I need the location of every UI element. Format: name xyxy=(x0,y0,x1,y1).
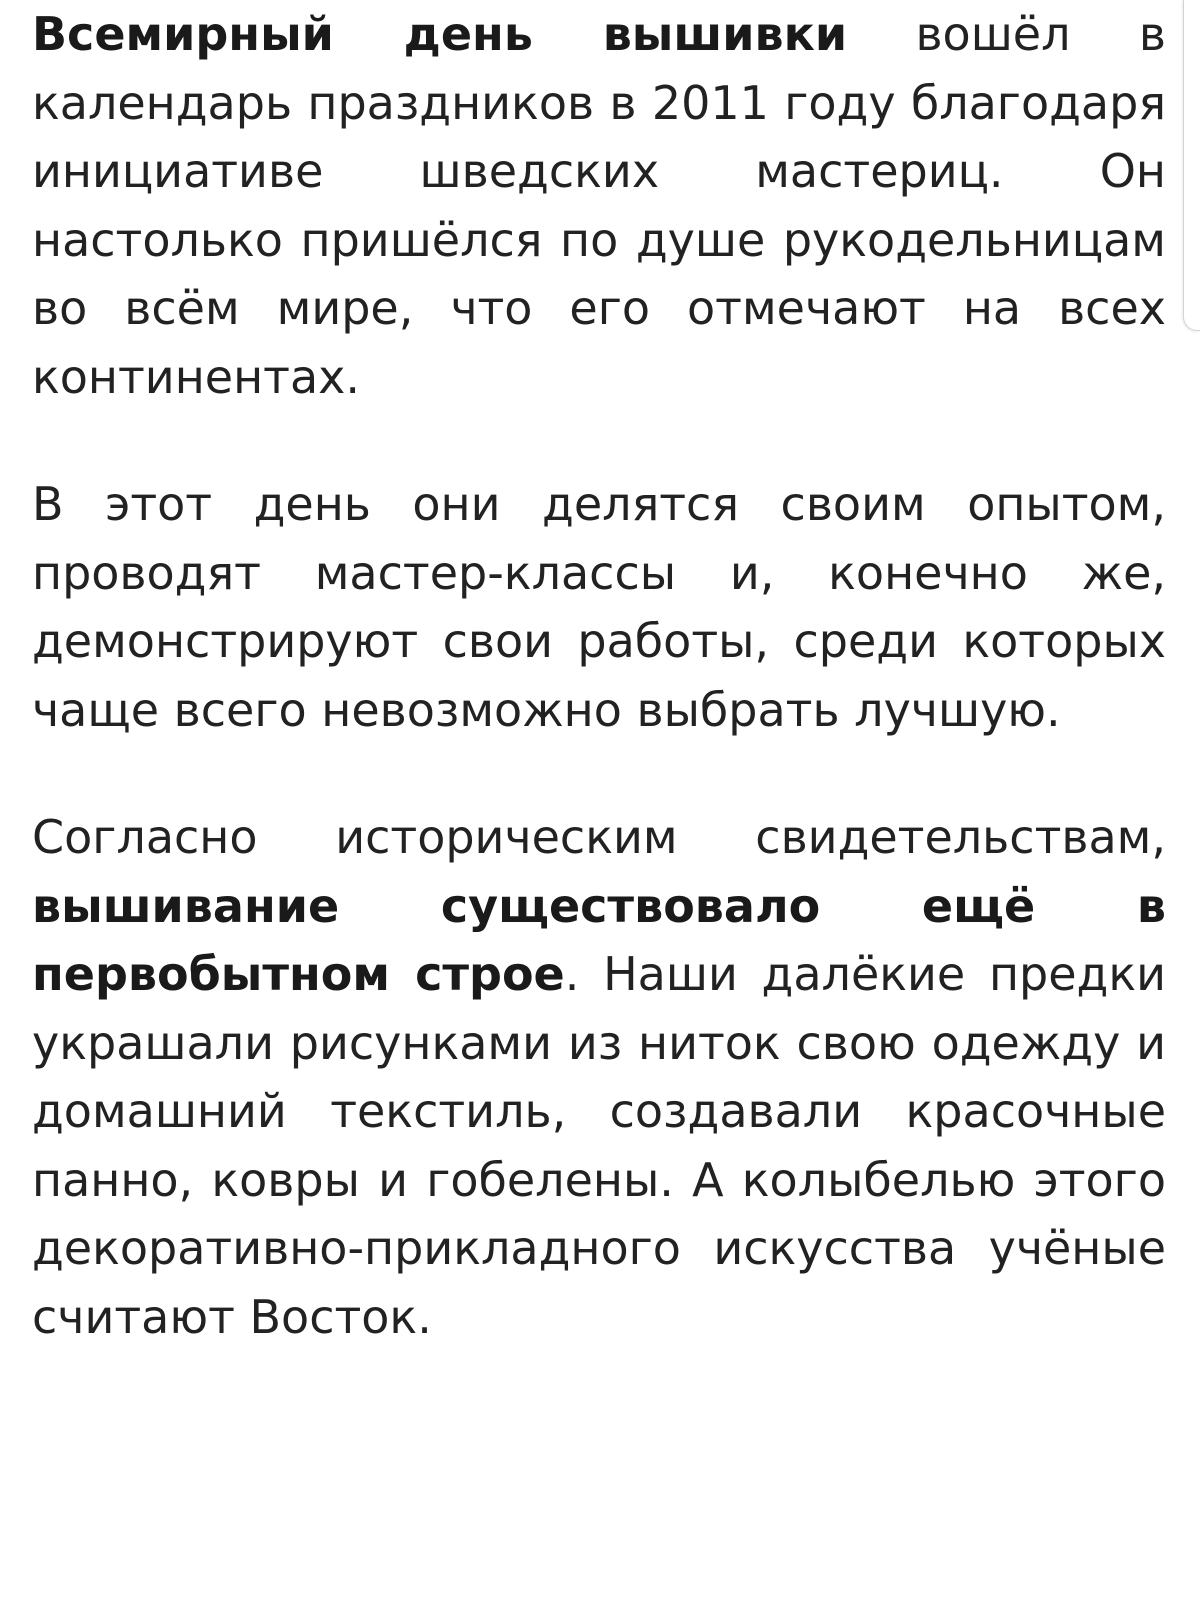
bold-phrase: вышивание существовало ещё в первобытном строе xyxy=(32,878,1166,1001)
paragraph-2 xyxy=(32,470,1166,744)
text-run: вошёл в календарь праздников в 2011 году благодаря инициативе шведских мастериц. Он настолько пришёлся по душе рукодельницам во всём мире, что его отмечают на всех континентах. xyxy=(32,7,1166,404)
text-run: . Наши далёкие предки украшали рисунками из ниток свою одежду и домашний текстиль, создавали красочные панно, ковры и гобелены. А колыбелью этого декоративно-прикладного искусства учёные считают Восток. xyxy=(32,947,1166,1344)
text-run: Согласно историческим свидетельствам, xyxy=(32,810,1166,864)
paragraph-3 xyxy=(32,803,1166,1351)
bold-phrase: Всемирный день вышивки xyxy=(32,7,848,61)
scrollbar-thumb[interactable] xyxy=(1183,0,1200,331)
text-run: В этот день они делятся своим опытом, проводят мастер-классы и, конечно же, демонстрируют свои работы, среди которых чаще всего невозможно выбрать лучшую. xyxy=(32,477,1166,737)
paragraph-1 xyxy=(32,0,1166,411)
article-body xyxy=(32,0,1166,1351)
